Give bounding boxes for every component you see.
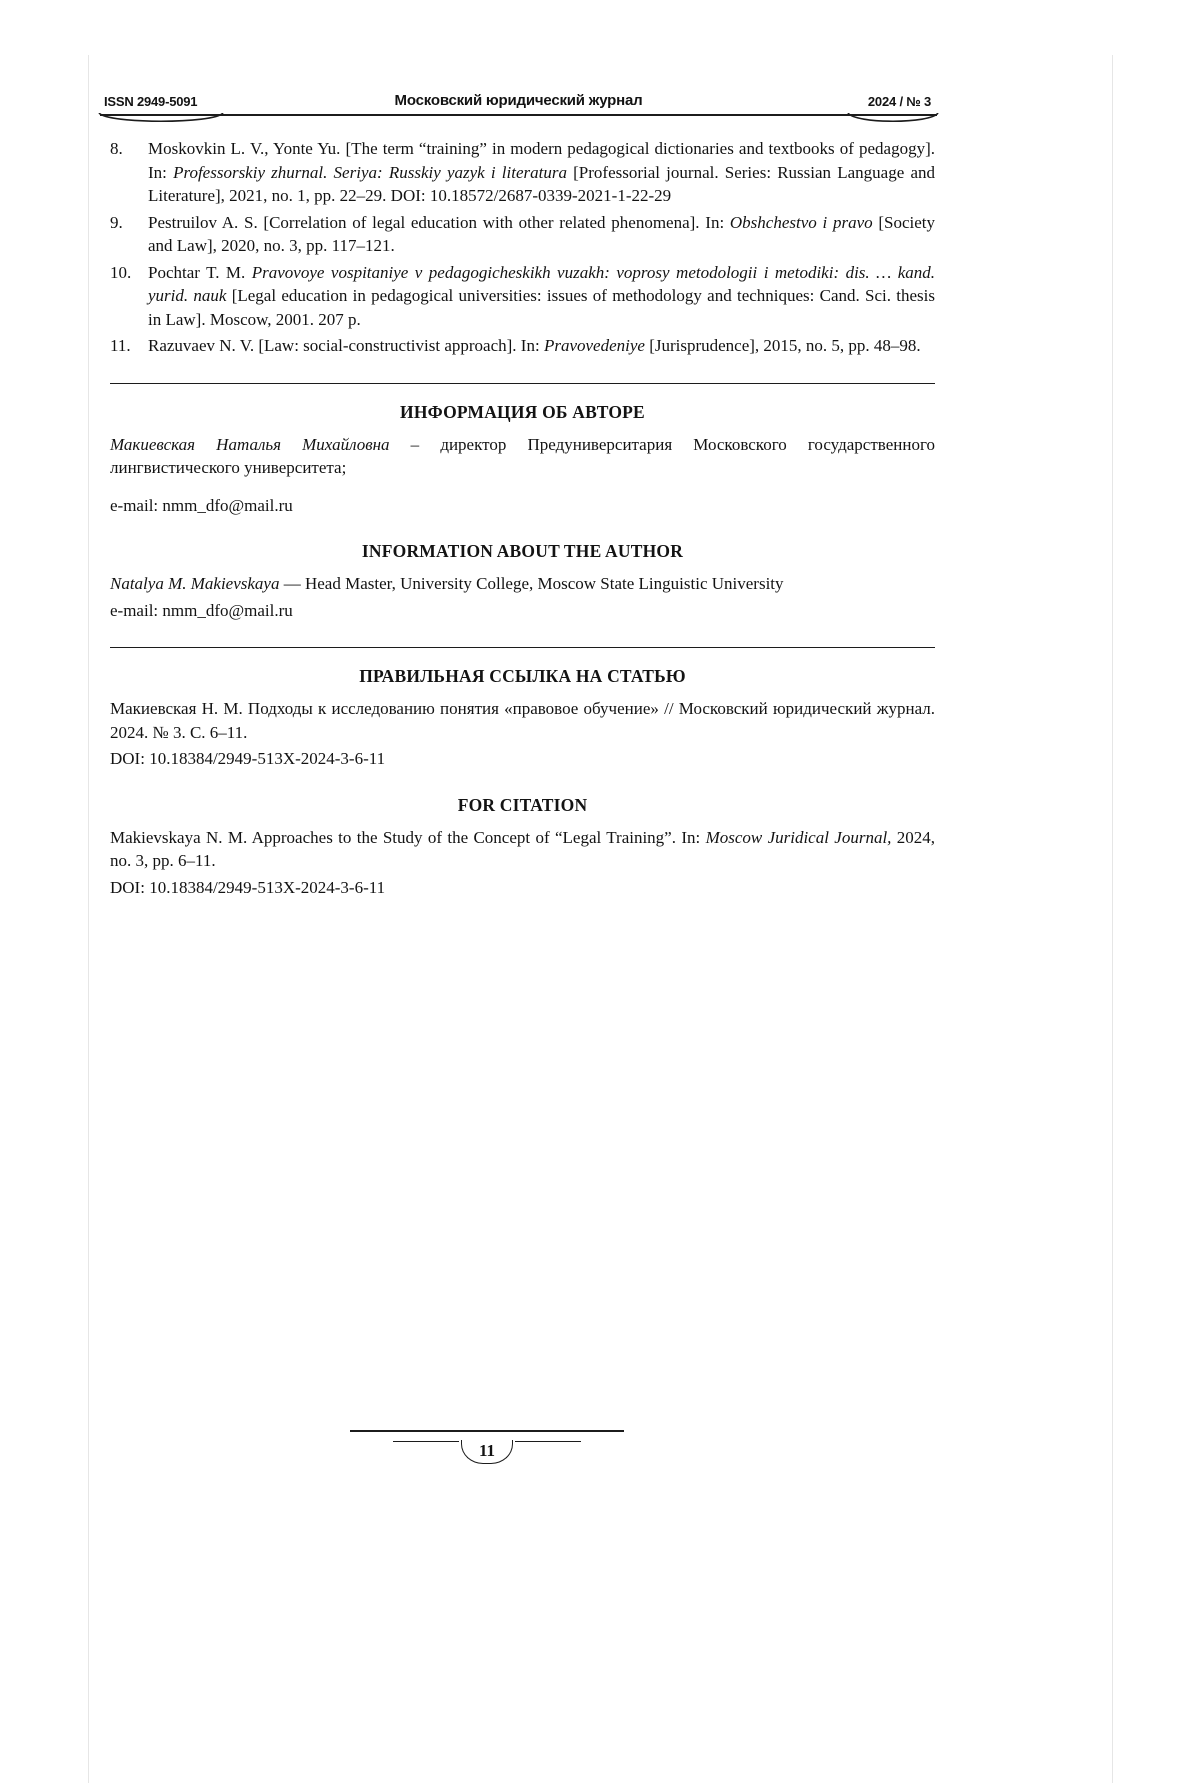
issue-label: 2024 / № 3	[867, 94, 931, 109]
reference-item	[110, 211, 935, 258]
footer-line-right	[515, 1441, 581, 1442]
reference-item	[110, 334, 935, 358]
author-info-ru-heading: ИНФОРМАЦИЯ ОБ АВТОРЕ	[400, 401, 645, 422]
author-email-en: e-mail: nmm_dfo@mail.ru	[110, 600, 293, 620]
reference-number: 11.	[110, 336, 131, 355]
author-info-ru-section	[110, 402, 935, 518]
scan-edge-left	[88, 55, 89, 1783]
citation-en-text: Makievskaya N. M. Approaches to the Study of the Concept of “Legal Training”. In: Moscow Juridical Journal, 2024, no. 3, pp. 6–11.	[110, 827, 936, 870]
citation-ru-text: Макиевская Н. М. Подходы к исследованию понятия «правовое обучение» // Московский юридический журнал. 2024. № 3. С. 6–11.	[110, 699, 935, 742]
reference-number: 8.	[110, 139, 123, 158]
header-arc-left	[98, 113, 224, 131]
reference-item	[110, 261, 935, 332]
footer-rule	[350, 1430, 624, 1432]
reference-text: Razuvaev N. V. [Law: social-constructivist approach]. In: Pravovedeniye [Jurisprudence], 2015, no. 5, pp. 48–98.	[148, 336, 921, 355]
citation-en-heading: FOR CITATION	[457, 794, 588, 815]
reference-text: Pestruilov A. S. [Correlation of legal education with other related phenomena]. In: Obshchestvo i pravo [Society and Law], 2020, no. 3, pp. 117–121.	[148, 212, 936, 255]
citation-en-section	[110, 795, 935, 900]
citation-ru-doi: DOI: 10.18384/2949-513X-2024-3-6-11	[110, 749, 386, 768]
author-info-en-section	[110, 541, 935, 622]
author-email-ru: e-mail: nmm_dfo@mail.ru	[110, 495, 293, 515]
page-number: 11	[461, 1440, 513, 1464]
journal-title: Московский юридический журнал	[394, 92, 643, 109]
reference-number: 9.	[110, 212, 123, 232]
reference-item	[110, 137, 935, 208]
citation-ru-heading: ПРАВИЛЬНАЯ ССЫЛКА НА СТАТЬЮ	[359, 666, 686, 686]
references-list	[110, 137, 935, 358]
header-arc-right	[847, 113, 939, 131]
page-footer	[350, 1430, 624, 1464]
scan-edge-right	[1112, 55, 1113, 1783]
author-info-en-heading: INFORMATION ABOUT THE AUTHOR	[361, 541, 684, 561]
page-content	[110, 137, 935, 899]
reference-text: Moskovkin L. V., Yonte Yu. [The term “training” in modern pedagogical dictionaries and textbooks of pedagogy]. In: Professorskiy zhurnal. Seriya: Russkiy yazyk i literatura [Professorial journal. Series: Russian Language and Literature], 2021, no. 1, pp. 22–29. DOI: 10.18572/2687-0339-2021-1-22-29	[148, 139, 935, 205]
reference-number: 10.	[110, 262, 132, 282]
section-divider	[110, 647, 935, 648]
citation-ru-section	[110, 666, 935, 771]
section-divider	[110, 383, 935, 384]
issn-label: ISSN 2949-5091	[104, 94, 198, 109]
footer-line-left	[393, 1441, 459, 1442]
page-header	[100, 86, 937, 116]
footer-ornament-row	[350, 1441, 624, 1464]
citation-en-doi: DOI: 10.18384/2949-513X-2024-3-6-11	[110, 877, 386, 897]
author-info-ru-text: Макиевская Наталья Михайловна – директор Предуниверситария Московского государственного лингвистического университета;	[110, 434, 935, 477]
reference-text: Pochtar T. M. Pravovoye vospitaniye v pedagogicheskikh vuzakh: voprosy metodologii i metodiki: dis. … kand. yurid. nauk [Legal education in pedagogical universities: issues of methodology and techniques: Cand. Sci. thesis in Law]. Moscow, 2001. 207 p.	[148, 262, 936, 329]
author-info-en-text: Natalya M. Makievskaya — Head Master, University College, Moscow State Linguistic University	[110, 574, 784, 593]
